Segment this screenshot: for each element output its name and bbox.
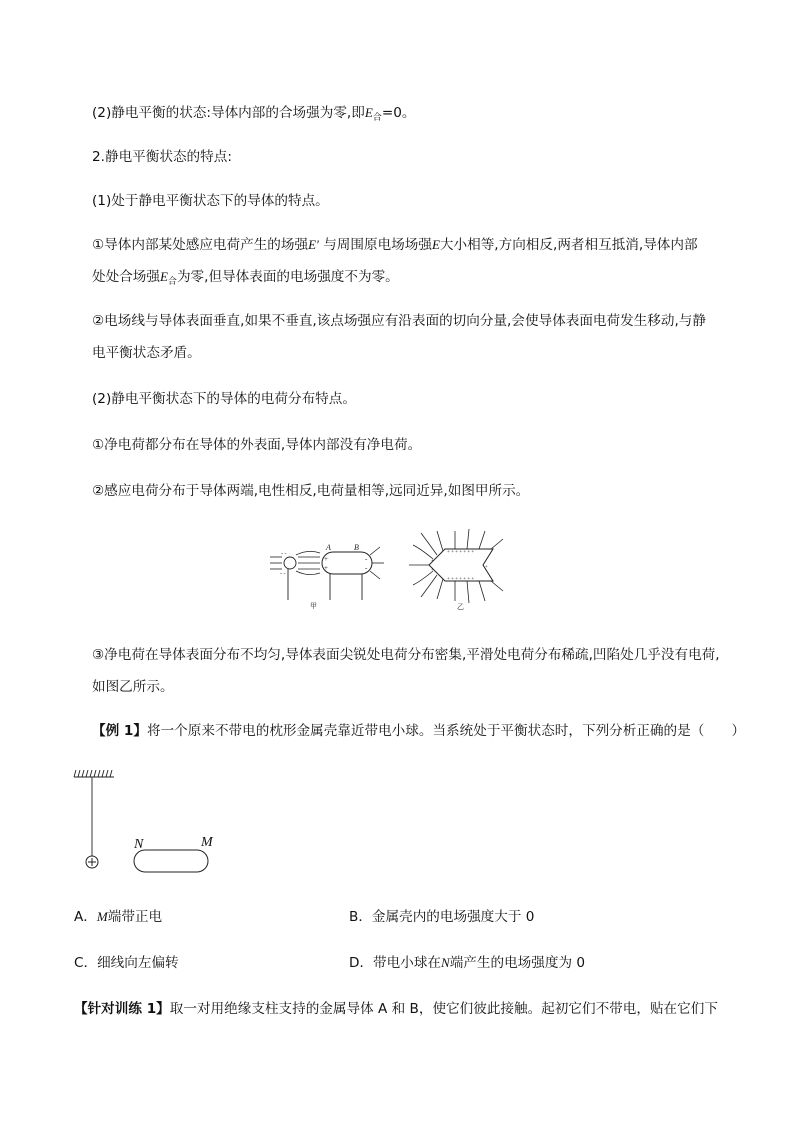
svg-text:+: + — [324, 555, 328, 563]
line-equilibrium-state: (2)静电平衡的状态:导体内部的合场强为零,即$E_合=0$。 — [92, 105, 416, 123]
svg-text:+: + — [431, 559, 434, 564]
svg-text:-: - — [365, 564, 368, 572]
svg-text:- -: - - — [281, 551, 287, 557]
subheading-conductor-features: (1)处于静电平衡状态下的导体的特点。 — [92, 193, 329, 209]
charge-point-3-line-b: 如图乙所示。 — [92, 679, 174, 695]
svg-text:+: + — [485, 565, 488, 570]
option-A[interactable]: A．M端带正电 — [74, 909, 163, 925]
figure-yi — [405, 523, 515, 611]
option-D[interactable]: D．带电小球在N端产生的电场强度为 0 — [349, 955, 586, 971]
svg-text:+: + — [324, 564, 328, 572]
svg-text:-: - — [365, 555, 368, 563]
label-B: B — [354, 543, 359, 552]
option-C[interactable]: C．细线向左偏转 — [74, 955, 179, 971]
charge-point-2: ②感应电荷分布于导体两端,电性相反,电荷量相等,远同近异,如图甲所示。 — [92, 483, 530, 499]
figure-yi-label: 乙 — [457, 603, 464, 611]
point-1-line-b: 处处合场强$E_合$为零,但导体表面的电场强度不为零。 — [92, 269, 399, 287]
svg-text:+ + + + + + +: + + + + + + + — [447, 577, 475, 582]
training-1-tag: 【针对训练 1】 — [74, 1001, 170, 1017]
point-2-line-a: ②电场线与导体表面垂直,如果不垂直,该点场强应有沿表面的切向分量,会使导体表面电荷发生移动,与静 — [92, 313, 706, 329]
label-N: N — [134, 837, 144, 852]
training-1-question: 【针对训练 1】取一对用绝缘支柱支持的金属导体 A 和 B，使它们彼此接触。起初它们不带电，贴在它们下 — [74, 1001, 718, 1017]
charge-point-3-line-a: ③净电荷在导体表面分布不均匀,导体表面尖锐处电荷分布密集,平滑处电荷分布稀疏,凹陷处几乎没有电荷, — [92, 647, 720, 663]
svg-text:+ + + + + + +: + + + + + + + — [447, 550, 475, 555]
section-heading-characteristics: 2.静电平衡状态的特点: — [92, 149, 232, 165]
example-1-tag: 【例 1】 — [92, 723, 147, 739]
charge-point-1: ①净电荷都分布在导体的外表面,导体内部没有净电荷。 — [92, 437, 422, 453]
label-M: M — [201, 835, 213, 850]
subheading-charge-distribution: (2)静电平衡状态下的导体的电荷分布特点。 — [92, 391, 356, 407]
point-1-line-a: ①导体内部某处感应电荷产生的场强E′ 与周围原电场场强E大小相等,方向相反,两者相互抵消,导体内部 — [92, 237, 698, 253]
figure-example-1 — [70, 768, 230, 878]
svg-text:+: + — [431, 568, 434, 573]
label-A: A — [326, 543, 331, 552]
svg-text:- -: - - — [280, 571, 286, 577]
option-B[interactable]: B．金属壳内的电场强度大于 0 — [349, 909, 535, 925]
example-1-question: 【例 1】将一个原来不带电的枕形金属壳靠近带电小球。当系统处于平衡状态时，下列分析正确的是（ ） — [92, 723, 746, 739]
point-2-line-b: 电平衡状态矛盾。 — [92, 345, 201, 361]
figure-jia — [268, 535, 388, 610]
figure-jia-label: 甲 — [310, 602, 317, 610]
